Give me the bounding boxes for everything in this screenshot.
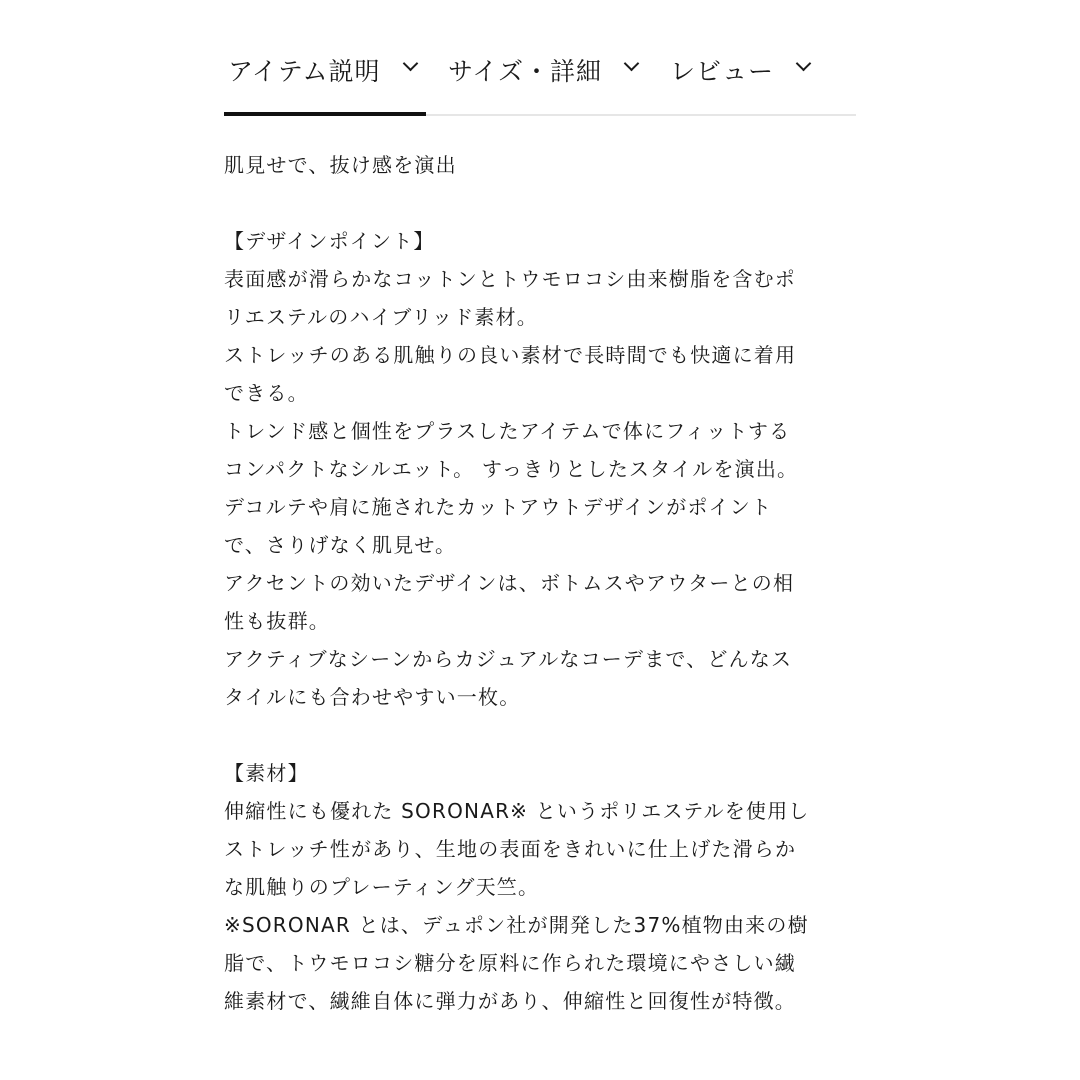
tab-label: サイズ・詳細 [448,57,603,86]
design-line: 性も抜群。 [224,609,330,633]
design-line: アクティブなシーンからカジュアルなコーデまで、どんなス [224,647,793,671]
active-tab-indicator [224,112,426,116]
spacer [224,184,864,222]
design-line: ストレッチのある肌触りの良い素材で長時間でも快適に着用 [224,343,797,367]
chevron-down-icon [624,56,640,72]
material-line: な肌触りのプレーティング天竺。 [224,875,540,899]
design-line: コンパクトなシルエット。 すっきりとしたスタイルを演出。 [224,457,799,481]
material-line: 維素材で、繊維自体に弾力があり、伸縮性と回復性が特徴。 [224,989,796,1013]
material-heading: 【素材】 [224,761,309,785]
design-line: アクセントの効いたデザインは、ボトムスやアウターとの相 [224,571,795,595]
spacer [224,716,864,754]
design-heading: 【デザインポイント】 [224,229,435,253]
chevron-down-icon [402,56,418,72]
material-line: 脂で、トウモロコシ糖分を原料に作られた環境にやさしい繊 [224,951,796,975]
item-description [224,146,864,1020]
material-line: ※SORONAR とは、デュポン社が開発した37%植物由来の樹 [224,913,809,937]
tab-item-description[interactable] [228,40,416,116]
tab-bar [224,40,856,116]
design-line: できる。 [224,381,309,405]
design-line: リエステルのハイブリッド素材。 [224,305,538,329]
design-line: で、さりげなく肌見せ。 [224,533,457,557]
tab-size-details[interactable] [448,40,637,116]
design-line: トレンド感と個性をプラスしたアイテムで体にフィットする [224,419,791,443]
tab-label: アイテム説明 [228,57,381,86]
lead-text: 肌見せで、抜け感を演出 [224,153,457,177]
material-line: ストレッチ性があり、生地の表面をきれいに仕上げた滑らか [224,837,797,861]
design-line: タイルにも合わせやすい一枚。 [224,685,521,709]
tab-label: レビュー [670,57,775,86]
tab-reviews[interactable] [670,40,809,116]
material-line: 伸縮性にも優れた SORONAR※ というポリエステルを使用し [224,799,810,823]
design-line: デコルテや肩に施されたカットアウトデザインがポイント [224,495,773,519]
chevron-down-icon [796,56,812,72]
design-line: 表面感が滑らかなコットンとトウモロコシ由来樹脂を含むポ [224,267,796,291]
